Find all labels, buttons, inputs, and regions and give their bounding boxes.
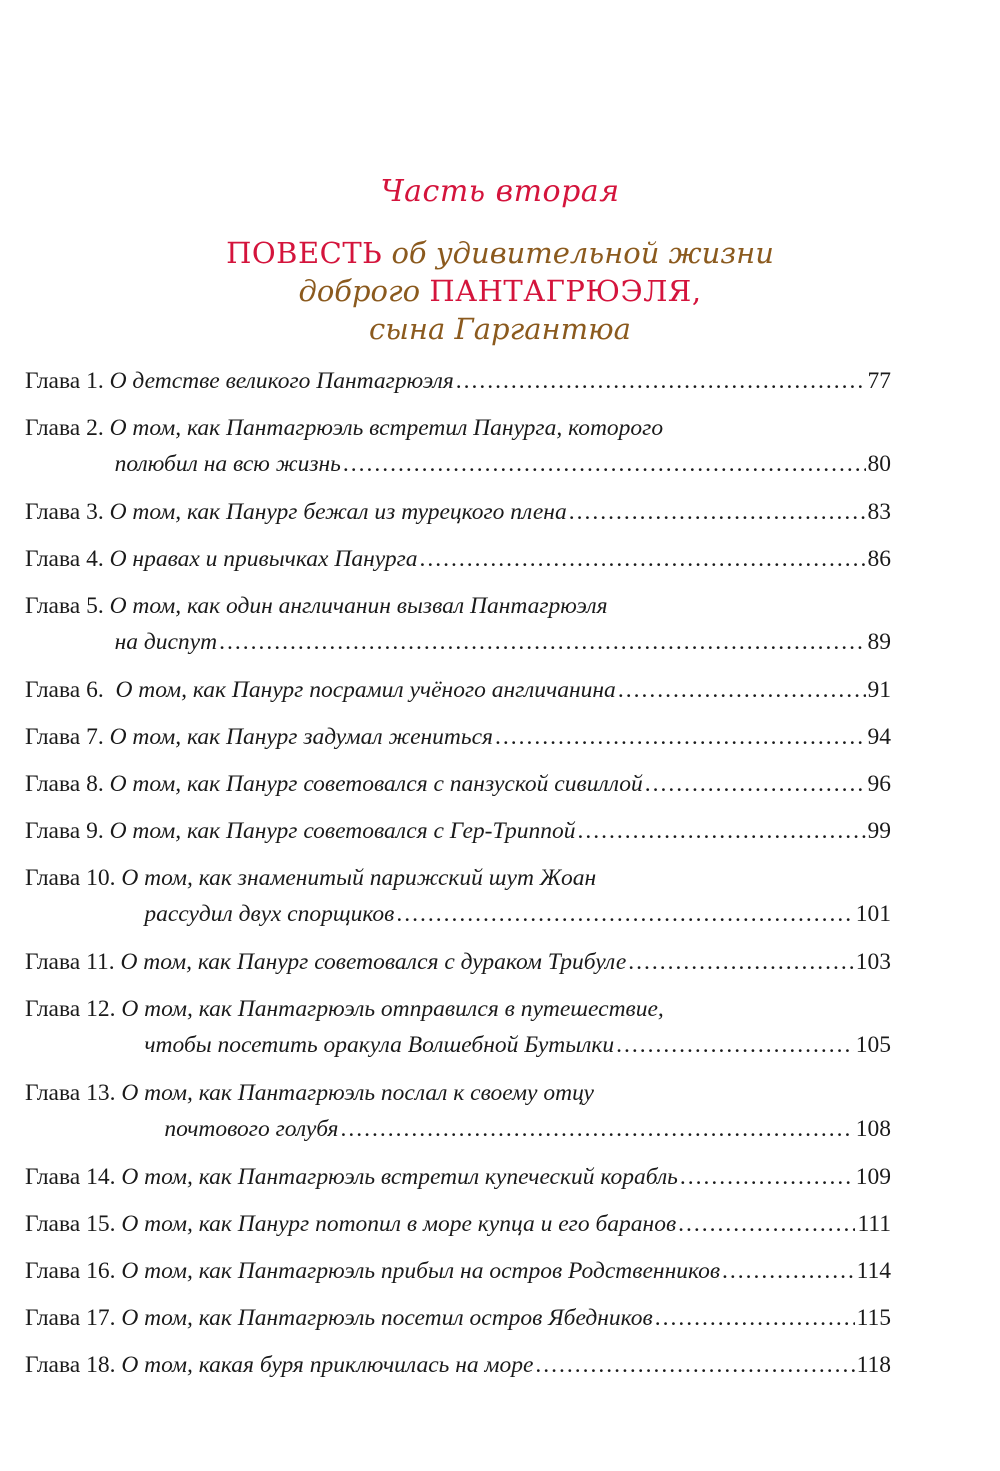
chapter-title-line — [110, 494, 891, 530]
toc-entry — [25, 991, 891, 1063]
page-number: 105 — [855, 1032, 891, 1058]
chapter-label: Глава 1. — [25, 368, 110, 394]
chapter-title-text: О том, как Панург советовался с панзуской сивиллой — [109, 771, 643, 797]
chapter-title — [121, 1159, 891, 1195]
page-number: 91 — [867, 677, 891, 703]
toc-entry — [25, 1253, 891, 1289]
story-title-caps: ПОВЕСТЬ — [226, 236, 383, 270]
chapter-label: Глава 10. — [25, 865, 122, 891]
page-number: 99 — [867, 818, 891, 844]
chapter-label: Глава 13. — [25, 1080, 122, 1106]
chapter-title — [120, 944, 891, 980]
chapter-title-text: О том, какая буря приключилась на море — [121, 1352, 534, 1378]
page-number: 83 — [867, 499, 891, 525]
chapter-title-line — [110, 624, 891, 660]
page-number: 103 — [855, 949, 891, 975]
toc-entry — [25, 860, 891, 932]
chapter-label: Глава 17. — [25, 1305, 122, 1331]
chapter-title — [121, 991, 891, 1063]
chapter-title — [110, 494, 891, 530]
chapter-title-text: О том, как Панург потопил в море купца и его баранов — [121, 1211, 677, 1237]
chapter-title — [121, 1347, 891, 1383]
leader-dots — [722, 1253, 855, 1289]
chapter-title-line — [110, 588, 891, 624]
chapter-title — [121, 1206, 891, 1242]
chapter-title — [110, 813, 891, 849]
page-number: 114 — [856, 1258, 891, 1284]
chapter-label: Глава 15. — [25, 1211, 122, 1237]
leader-dots — [569, 494, 866, 530]
chapter-label: Глава 6. — [25, 677, 116, 703]
toc-entry — [25, 719, 891, 755]
chapter-title-text: О том, как Панург задумал жениться — [109, 724, 493, 750]
chapter-title-line — [110, 541, 891, 577]
page-number: 77 — [867, 368, 891, 394]
chapter-title — [110, 363, 891, 399]
chapter-title-text: О том, как Панург посрамил учёного англичанина — [115, 677, 616, 703]
chapter-title-text: полюбил на всю жизнь — [114, 451, 341, 477]
toc-entry — [25, 1206, 891, 1242]
chapter-title — [110, 410, 891, 482]
chapter-label: Глава 7. — [25, 724, 110, 750]
story-title-line-1 — [150, 234, 850, 272]
chapter-title-line — [121, 1027, 891, 1063]
toc-entry — [25, 494, 891, 530]
page-number: 108 — [855, 1116, 891, 1142]
chapter-title-line — [110, 766, 891, 802]
chapter-title-text: О нравах и привычках Панурга — [109, 546, 418, 572]
leader-dots — [645, 766, 866, 802]
chapter-title-text: О том, как Пантагрюэль послал к своему отцу — [121, 1080, 594, 1106]
chapter-label: Глава 14. — [25, 1164, 122, 1190]
toc-entry — [25, 363, 891, 399]
chapter-title-line — [121, 1075, 891, 1111]
chapter-title-line — [121, 1300, 891, 1336]
chapter-title-line — [115, 672, 891, 708]
chapter-title-text: почтового голубя — [164, 1116, 339, 1142]
chapter-title — [110, 766, 891, 802]
page-number: 101 — [855, 901, 891, 927]
chapter-title-line — [110, 813, 891, 849]
leader-dots — [680, 1159, 854, 1195]
chapter-title-line — [121, 1253, 891, 1289]
chapter-title-line — [121, 896, 891, 932]
chapter-label: Глава 4. — [25, 546, 110, 572]
page-number: 86 — [867, 546, 891, 572]
chapter-title — [121, 860, 891, 932]
chapter-title-text: О том, как Панург советовался с Гер-Триппой — [109, 818, 576, 844]
leader-dots — [618, 672, 866, 708]
page-number: 115 — [856, 1305, 891, 1331]
chapter-title-text: рассудил двух спорщиков — [144, 901, 395, 927]
chapter-label: Глава 18. — [25, 1352, 122, 1378]
chapter-label: Глава 5. — [25, 593, 110, 619]
page-number: 96 — [867, 771, 891, 797]
chapter-label: Глава 11. — [25, 949, 121, 975]
chapter-title-line — [121, 1206, 891, 1242]
chapter-title-line — [110, 363, 891, 399]
story-title-text: сына Гаргантюа — [369, 312, 631, 346]
story-title-text: об удивительной жизни — [391, 236, 774, 270]
page-number: 89 — [867, 629, 891, 655]
chapter-title-line — [121, 1347, 891, 1383]
chapter-title — [121, 1253, 891, 1289]
chapter-title-text: О том, как Пантагрюэль отправился в путешествие, — [121, 996, 664, 1022]
chapter-title-text: О том, как Пантагрюэль встретил Панурга, которого — [109, 415, 664, 441]
leader-dots — [616, 1027, 854, 1063]
toc-entry — [25, 541, 891, 577]
page-number: 94 — [867, 724, 891, 750]
story-title-hero-name: ПАНТАГРЮЭЛЯ, — [429, 274, 702, 308]
toc-entry — [25, 410, 891, 482]
chapter-title — [110, 588, 891, 660]
page-number: 111 — [857, 1211, 891, 1237]
chapter-title-text: О том, как знаменитый парижский шут Жоан — [121, 865, 597, 891]
chapter-label: Глава 8. — [25, 771, 110, 797]
chapter-title-line — [121, 991, 891, 1027]
leader-dots — [420, 541, 866, 577]
toc-entry — [25, 766, 891, 802]
chapter-label: Глава 16. — [25, 1258, 122, 1284]
leader-dots — [495, 719, 866, 755]
section-header — [150, 170, 850, 348]
chapter-title-text: чтобы посетить оракула Волшебной Бутылки — [144, 1032, 615, 1058]
story-title-line-3 — [150, 310, 850, 348]
toc-entry — [25, 672, 891, 708]
chapter-label: Глава 12. — [25, 996, 122, 1022]
leader-dots — [577, 813, 865, 849]
leader-dots — [343, 446, 866, 482]
leader-dots — [535, 1347, 854, 1383]
leader-dots — [219, 624, 865, 660]
leader-dots — [628, 944, 853, 980]
chapter-title — [110, 719, 891, 755]
leader-dots — [655, 1300, 855, 1336]
chapter-title-line — [110, 410, 891, 446]
chapter-title-line — [121, 1111, 891, 1147]
page-number: 80 — [867, 451, 891, 477]
toc-entry — [25, 1159, 891, 1195]
toc-entry — [25, 1075, 891, 1147]
chapter-title-line — [121, 860, 891, 896]
leader-dots — [396, 896, 853, 932]
part-title: Часть вторая — [380, 174, 620, 209]
story-title-text: доброго — [298, 274, 421, 308]
chapter-title-line — [110, 446, 891, 482]
story-title-line-2 — [150, 272, 850, 310]
leader-dots — [678, 1206, 855, 1242]
toc-entry — [25, 588, 891, 660]
chapter-label: Глава 2. — [25, 415, 110, 441]
table-of-contents — [25, 363, 891, 1394]
toc-entry — [25, 1347, 891, 1383]
leader-dots — [456, 363, 866, 399]
toc-entry — [25, 944, 891, 980]
page-number: 118 — [856, 1352, 891, 1378]
chapter-title-line — [110, 719, 891, 755]
chapter-title-text: О том, как Панург бежал из турецкого плена — [109, 499, 567, 525]
chapter-label: Глава 3. — [25, 499, 110, 525]
chapter-title-text: О том, как Пантагрюэль прибыл на остров Родственников — [121, 1258, 721, 1284]
chapter-title-text: на диспут — [114, 629, 218, 655]
chapter-title-line — [120, 944, 891, 980]
page-number: 109 — [855, 1164, 891, 1190]
chapter-title-text: О том, как Пантагрюэль посетил остров Ябедников — [121, 1305, 653, 1331]
chapter-title-text: О том, как Панург советовался с дураком Трибуле — [120, 949, 627, 975]
toc-entry — [25, 813, 891, 849]
toc-entry — [25, 1300, 891, 1336]
story-title — [150, 234, 850, 348]
chapter-title — [110, 541, 891, 577]
chapter-title — [121, 1300, 891, 1336]
chapter-title-text: О детстве великого Пантагрюэля — [109, 368, 454, 394]
chapter-label: Глава 9. — [25, 818, 110, 844]
chapter-title-text: О том, как Пантагрюэль встретил купеческий корабль — [121, 1164, 678, 1190]
chapter-title — [115, 672, 891, 708]
chapter-title-line — [121, 1159, 891, 1195]
leader-dots — [340, 1111, 853, 1147]
chapter-title — [121, 1075, 891, 1147]
chapter-title-text: О том, как один англичанин вызвал Пантагрюэля — [109, 593, 608, 619]
